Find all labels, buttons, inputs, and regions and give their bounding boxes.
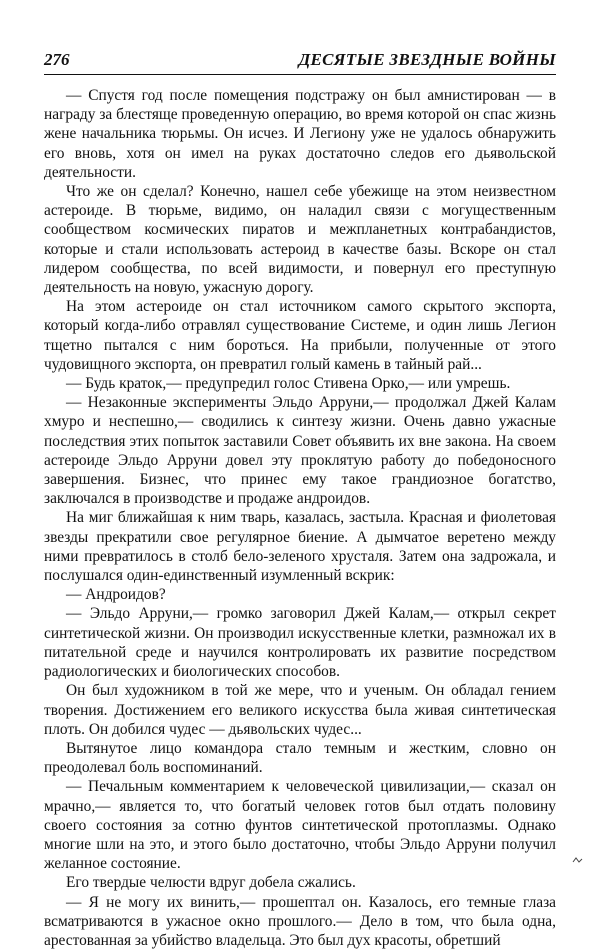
paragraph: — Спустя год после помещения подстражу он был амнистирован — в награду за блестяще проведенную операцию, во время которой он спас жизнь жене начальника тюрьмы. Он исчез. И Легиону уже не удалось обнаружить его вновь, хотя он имел на руках достаточно следов его дьявольской деятельности. (44, 87, 556, 181)
paragraph: Вытянутое лицо командора стало темным и жестким, словно он преодолевал боль воспоминаний. (44, 739, 556, 777)
paragraph: Его твердые челюсти вдруг добела сжались. (66, 874, 356, 892)
paragraph: Что же он сделал? Конечно, нашел себе убежище на этом неизвестном астероиде. В тюрьме, видимо, он наладил связи с могущественным сообществом космических пиратов и межпланетных контрабандистов, которые и стали использовать астероид в качестве базы. Вскоре он стал лидером сообщества, по всей видимости, и повернул его преступную деятельность на новую, ужасную дорогу. (44, 183, 556, 297)
paragraph: — Печальным комментарием к человеческой цивилизации,— сказал он мрачно,— является то, что богатый человек готов был отдать половину своего состояния за сотню фунтов синтетической протоплазмы. Однако многие шли на это, и этого было достаточно, чтобы Эльдо Арруни получил желанное состояние. (44, 778, 556, 873)
paragraph: — Незаконные эксперименты Эльдо Арруни,— продолжал Джей Калам хмуро и неспешно,— сводились к синтезу жизни. Очень давно ужасные последствия этих попыток заставили Совет объявить их вне закона. На своем астероиде Эльдо Арруни довел эту проклятую работу до победоносного завершения. Бизнес, что принес ему такое грандиозное богатство, заключался в производстве и продаже андроидов. (44, 394, 556, 508)
paragraph: Он был художником в той же мере, что и ученым. Он обладал гением творения. Достижением его великого искусства была живая синтетическая плоть. Он добился чудес — дьявольских чудес... (44, 682, 556, 738)
page-number: 276 (44, 50, 70, 69)
page-header (44, 50, 556, 74)
paragraph: — Будь краток,— предупредил голос Стивена Орко,— или умрешь. (66, 375, 511, 393)
paragraph: На этом астероиде он стал источником самого скрытого экспорта, который когда-либо отравлял существование Системе, и один лишь Легион тщетно пытался с ним бороться. На прибыли, полученные от этого чудовищного экспорта, он превратил голый камень в тайный рай... (44, 298, 556, 373)
scan-mark-decoration (572, 856, 584, 864)
paragraph: — Эльдо Арруни,— громко заговорил Джей Калам,— открыл секрет синтетической жизни. Он производил искусственные клетки, размножал их в питательной среде и научился контролировать их развитие посредством радиологических и биологических способов. (44, 605, 556, 681)
header-rule (44, 74, 556, 75)
paragraph: — Я не могу их винить,— прошептал он. Казалось, его темные глаза всматриваются в ужасное окно прошлого.— Дело в том, что была одна, арестованная за убийство владельца. Это был дух красоты, обретший (44, 893, 556, 949)
body-text (44, 86, 556, 950)
paragraph: На миг ближайшая к ним тварь, казалась, застыла. Красная и фиолетовая звезды прекратили свое регулярное биение. А дымчатое веретено между ними превратилось в столб бело-зеленого хрусталя. Затем она задрожала, и послушался один-единственный изумленный вскрик: (44, 509, 556, 585)
paragraph: — Андроидов? (66, 586, 166, 604)
running-title: ДЕСЯТЫЕ ЗВЕЗДНЫЕ ВОЙНЫ (298, 50, 556, 69)
